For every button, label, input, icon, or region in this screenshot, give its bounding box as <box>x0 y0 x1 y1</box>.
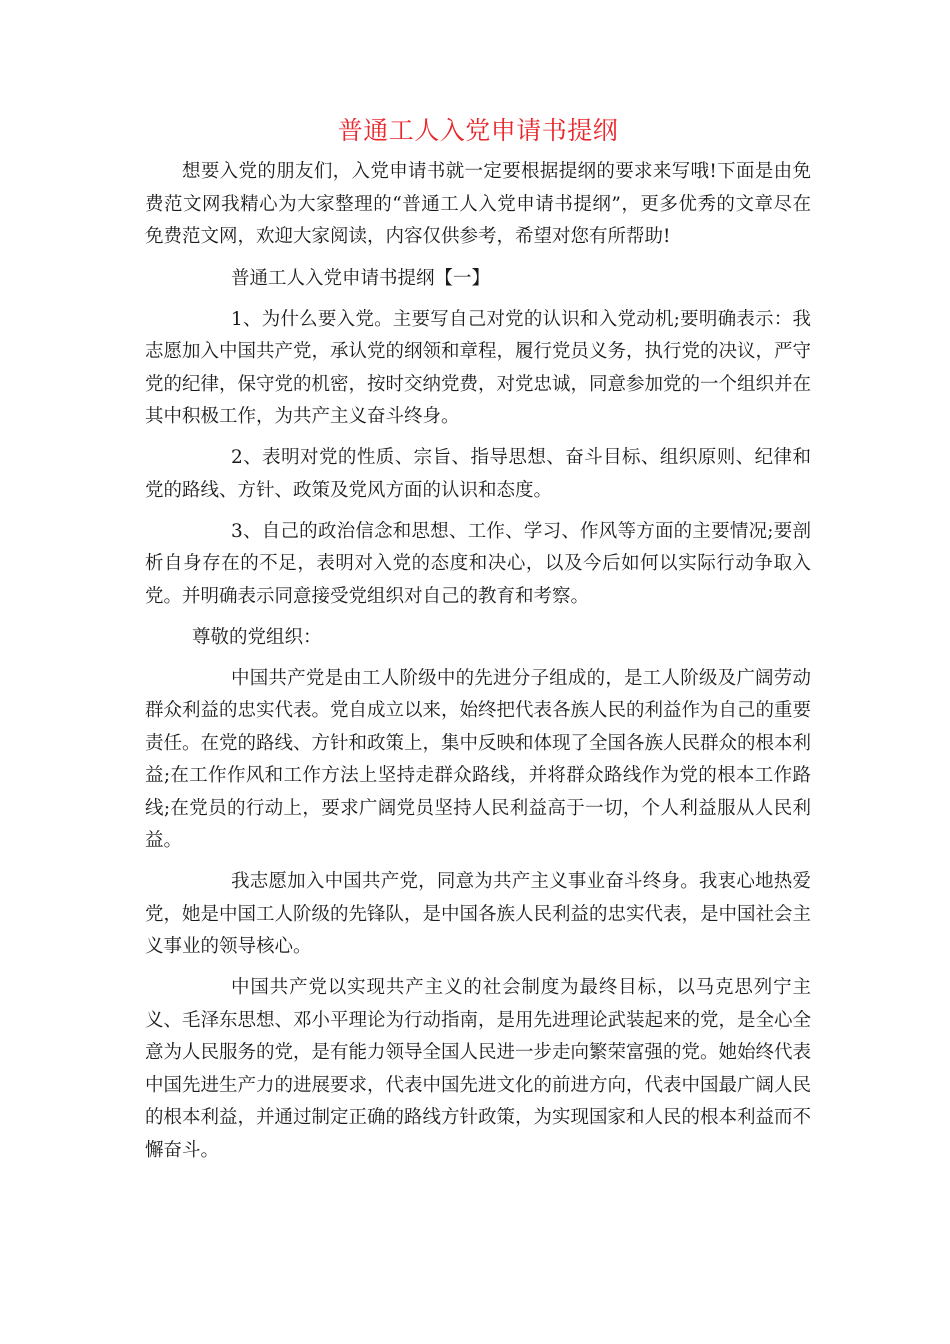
outline-item-1: 1、为什么要入党。主要写自己对党的认识和入党动机;要明确表示：我志愿加入中国共产党，承认党的纲领和章程，履行党员义务，执行党的决议，严守党的纪律，保守党的机密，按时交纳党费，对党忠诚，同意参加党的一个组织并在其中积极工作，为共产主义奋斗终身。 <box>145 308 812 427</box>
document-title: 普通工人入党申请书提纲 <box>337 116 619 145</box>
salutation: 尊敬的党组织： <box>192 626 322 648</box>
body-paragraph-1: 中国共产党是由工人阶级中的先进分子组成的，是工人阶级及广阔劳动群众利益的忠实代表。党自成立以来，始终把代表各族人民的利益作为自己的重要责任。在党的路线、方针和政策上，集中反映和体现了全国各族人民群众的根本利益;在工作作风和工作方法上坚持走群众路线，并将群众路线作为党的根本工作路线;在党员的行动上，要求广阔党员坚持人民利益高于一切，个人利益服从人民利益。 <box>145 667 812 851</box>
intro-paragraph: 想要入党的朋友们，入党申请书就一定要根据提纲的要求来写哦!下面是由免费范文网我精心为大家整理的“普通工人入党申请书提纲”，更多优秀的文章尽在免费范文网，欢迎大家阅读，内容仅供参考，希望对您有所帮助! <box>145 161 811 247</box>
section-heading: 普通工人入党申请书提纲【一】 <box>231 267 491 289</box>
outline-item-3: 3、自己的政治信念和思想、工作、学习、作风等方面的主要情况;要剖析自身存在的不足，表明对入党的态度和决心，以及今后如何以实际行动争取入党。并明确表示同意接受党组织对自己的教育和考察。 <box>145 520 811 607</box>
body-paragraph-2: 我志愿加入中国共产党，同意为共产主义事业奋斗终身。我衷心地热爱党，她是中国工人阶级的先锋队，是中国各族人民利益的忠实代表，是中国社会主义事业的领导核心。 <box>145 871 812 957</box>
body-paragraph-3: 中国共产党以实现共产主义的社会制度为最终目标，以马克思列宁主义、毛泽东思想、邓小平理论为行动指南，是用先进理论武装起来的党，是全心全意为人民服务的党，是有能力领导全国人民进一步走向繁荣富强的党。她始终代表中国先进生产力的进展要求，代表中国先进文化的前进方向，代表中国最广阔人民的根本利益，并通过制定正确的路线方针政策，为实现国家和人民的根本利益而不懈奋斗。 <box>145 977 812 1161</box>
document-page <box>145 108 811 1176</box>
outline-item-2: 2、表明对党的性质、宗旨、指导思想、奋斗目标、组织原则、纪律和党的路线、方针、政策及党风方面的认识和态度。 <box>145 447 811 501</box>
